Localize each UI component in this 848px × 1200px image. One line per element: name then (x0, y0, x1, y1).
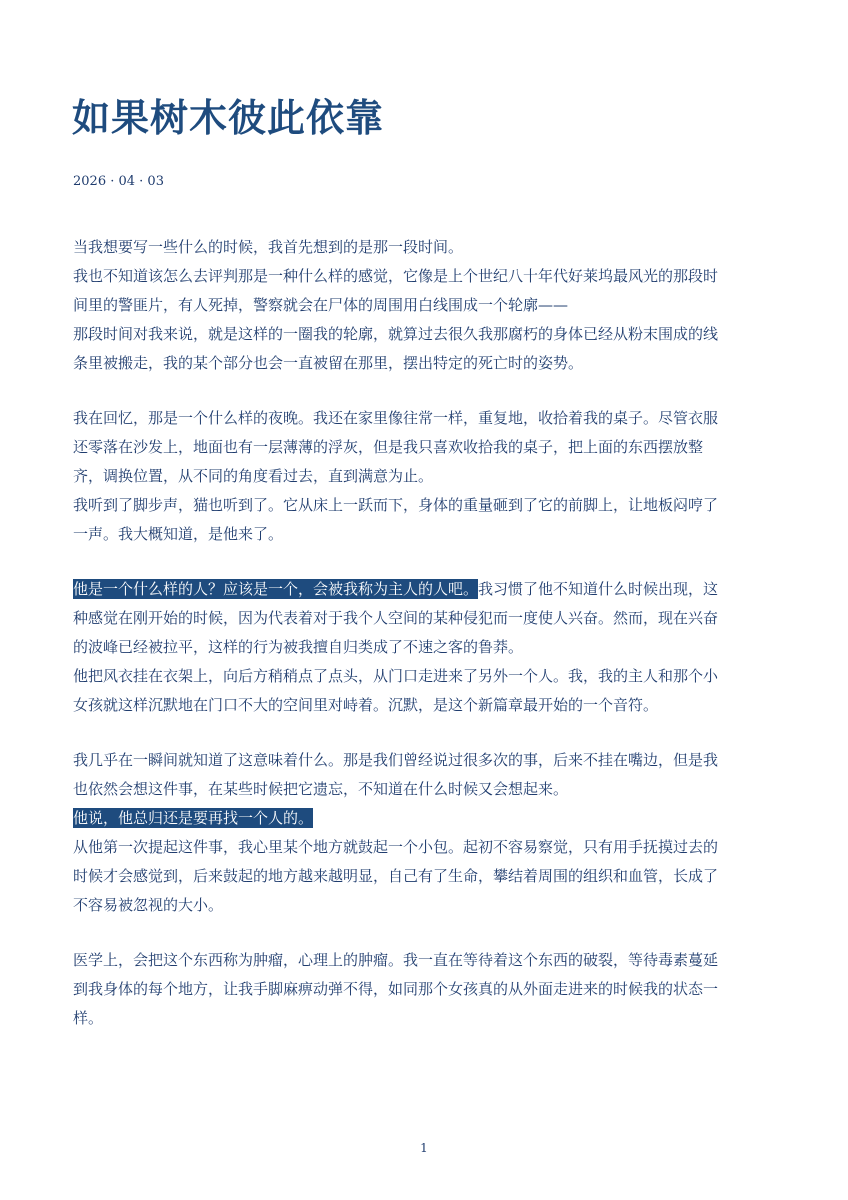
text-line-rest: 我习惯了他不知道什么时候出现，这 (478, 580, 719, 598)
text-line: 不容易被忽视的大小。 (73, 896, 224, 914)
text-line: 我也不知道该怎么去评判那是一种什么样的感觉，它像是上个世纪八十年代好莱坞最风光的那段时 (73, 267, 719, 285)
paragraph-5 (73, 946, 778, 1033)
text-line: 医学上，会把这个东西称为肿瘤，心理上的肿瘤。我一直在等待着这个东西的破裂，等待毒素蔓延 (73, 951, 719, 969)
text-line: 当我想要写一些什么的时候，我首先想到的是那一段时间。 (73, 238, 464, 256)
highlighted-sentence: 他说，他总归还是要再找一个人的。 (73, 809, 314, 827)
page-title: 如果树木彼此依靠 (72, 95, 385, 140)
text-line: 他把风衣挂在衣架上，向后方稍稍点了点头，从门口走进来了另外一个人。我，我的主人和那个小 (73, 667, 719, 685)
text-line: 到我身体的每个地方，让我手脚麻痹动弹不得，如同那个女孩真的从外面走进来的时候我的状态一 (73, 980, 719, 998)
text-line: 的波峰已经被拉平，这样的行为被我擅自归类成了不速之客的鲁莽。 (73, 638, 524, 656)
text-line: 那段时间对我来说，就是这样的一圈我的轮廓，就算过去很久我那腐朽的身体已经从粉末围成的线 (73, 325, 719, 343)
text-line: 我听到了脚步声，猫也听到了。它从床上一跃而下，身体的重量砸到了它的前脚上，让地板闷哼了 (73, 496, 719, 514)
text-line: 一声。我大概知道，是他来了。 (73, 525, 284, 543)
text-line: 从他第一次提起这件事，我心里某个地方就鼓起一个小包。起初不容易察觉，只有用手抚摸过去的 (73, 838, 719, 856)
text-line: 还零落在沙发上，地面也有一层薄薄的浮灰，但是我只喜欢收拾我的桌子，把上面的东西摆放整 (73, 438, 704, 456)
text-line: 也依然会想这件事，在某些时候把它遗忘，不知道在什么时候又会想起来。 (73, 780, 569, 798)
text-line: 样。 (73, 1009, 104, 1027)
paragraph-2 (73, 404, 778, 549)
paragraph-3 (73, 575, 778, 720)
text-line: 我在回忆，那是一个什么样的夜晚。我还在家里像往常一样，重复地，收拾着我的桌子。尽管衣服 (73, 409, 719, 427)
text-line (73, 804, 778, 833)
text-line: 时候才会感觉到，后来鼓起的地方越来越明显，自己有了生命，攀结着周围的组织和血管，长成了 (73, 867, 719, 885)
paragraph-1 (73, 233, 778, 378)
text-line: 我几乎在一瞬间就知道了这意味着什么。那是我们曾经说过很多次的事，后来不挂在嘴边，但是我 (73, 751, 719, 769)
text-line: 女孩就这样沉默地在门口不大的空间里对峙着。沉默，是这个新篇章最开始的一个音符。 (73, 696, 659, 714)
text-line: 齐，调换位置，从不同的角度看过去，直到满意为止。 (73, 467, 434, 485)
text-line: 种感觉在刚开始的时候，因为代表着对于我个人空间的某种侵犯而一度使人兴奋。然而，现在兴奋 (73, 609, 719, 627)
text-line: 间里的警匪片，有人死掉，警察就会在尸体的周围用白线围成一个轮廓—— (73, 296, 569, 314)
paragraph-4 (73, 746, 778, 920)
text-line (73, 575, 778, 604)
publish-date: 2026 · 04 · 03 (73, 174, 164, 189)
page-number: 1 (420, 1141, 428, 1155)
highlighted-sentence: 他是一个什么样的人？应该是一个，会被我称为主人的人吧。 (73, 580, 479, 598)
article-body (73, 233, 778, 1059)
text-line: 条里被搬走，我的某个部分也会一直被留在那里，摆出特定的死亡时的姿势。 (73, 354, 584, 372)
